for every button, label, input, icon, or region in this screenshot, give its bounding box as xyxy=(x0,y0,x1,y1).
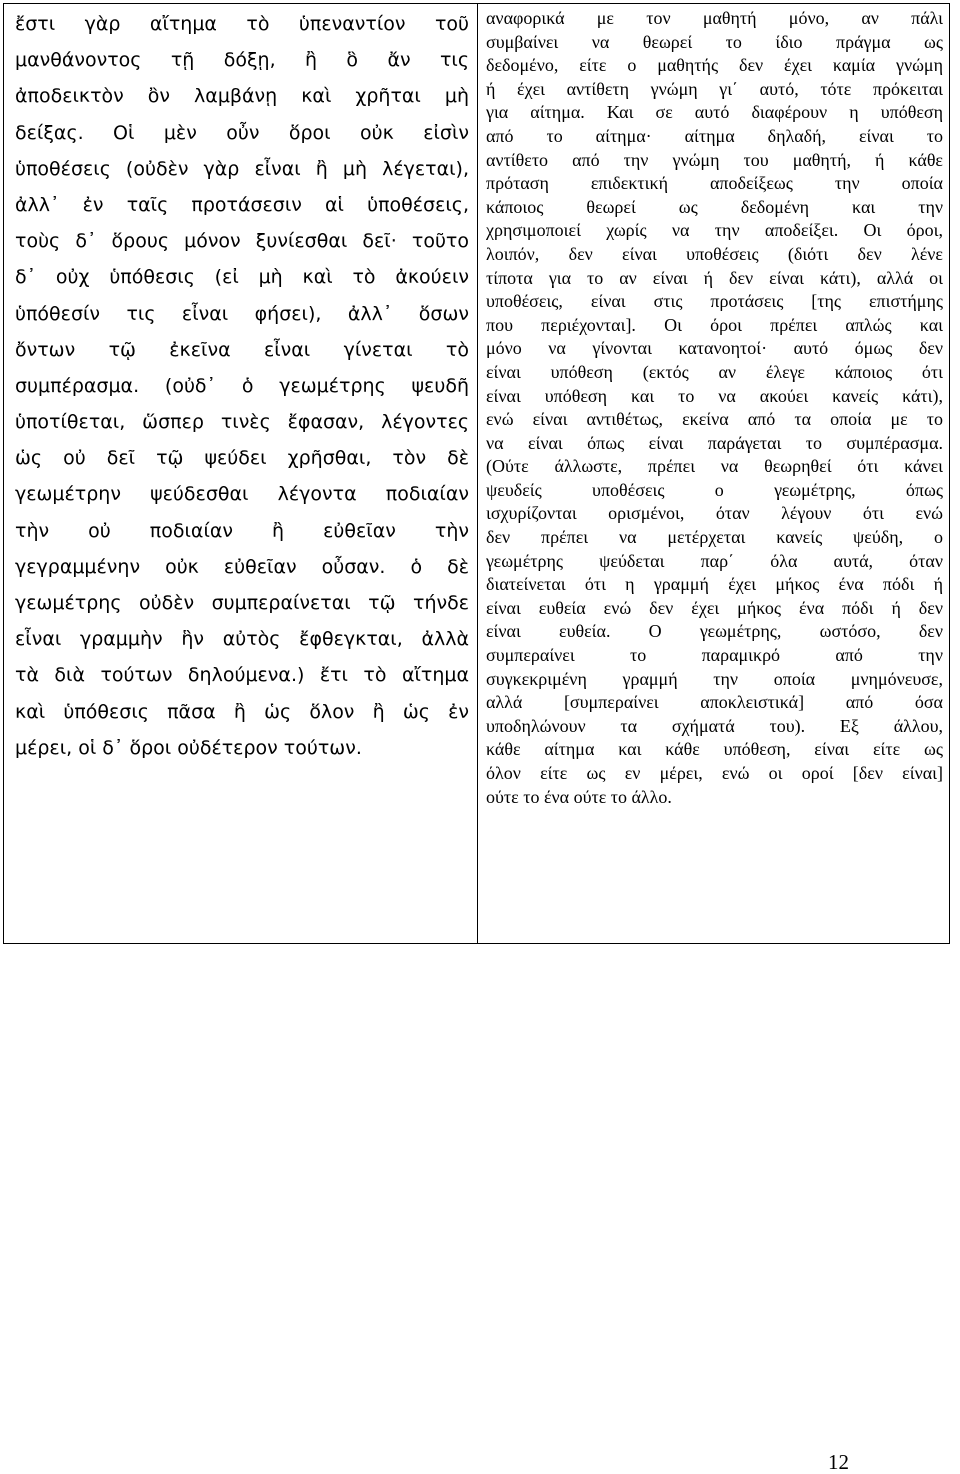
ancient-greek-line: γεγραμμένην οὐκ εὐθεῖαν οὖσαν. ὁ δὲ xyxy=(15,555,469,578)
page-number: 12 xyxy=(828,1450,849,1474)
modern-greek-line: αλλά [συμπεραίνει αποκλειστικά] από όσα xyxy=(486,692,943,713)
ancient-greek-line: ἀλλ᾽ ἐν ταῖς προτάσεσιν αἱ ὑποθέσεις, xyxy=(15,193,469,216)
modern-greek-line: λοιπόν, δεν είναι υποθέσεις (διότι δεν λένε xyxy=(486,243,943,264)
ancient-greek-line: δείξας. Οἱ μὲν οὖν ὅροι οὐκ εἰσὶν xyxy=(15,121,469,144)
modern-greek-line: δεν πρέπει να μετέρχεται κανείς ψεύδη, ο xyxy=(486,527,943,548)
ancient-greek-line: μέρει, οἱ δ᾽ ὅροι οὐδέτερον τούτων. xyxy=(15,736,362,759)
modern-greek-line: κάποιος θεωρεί ως δεδομένη και την xyxy=(486,196,943,217)
ancient-greek-line: συμπέρασμα. (οὐδ᾽ ὁ γεωμέτρης ψευδῆ xyxy=(15,374,469,397)
ancient-greek-line: τὰ διὰ τούτων δηλούμενα.) ἔτι τὸ αἴτημα xyxy=(15,664,469,687)
modern-greek-line: είναι υπόθεση (εκτός αν έλεγε κάποιος ότι xyxy=(486,361,943,382)
ancient-greek-line: ὑποθέσεις (οὐδὲν γὰρ εἶναι ἢ μὴ λέγεται), xyxy=(15,157,469,180)
ancient-greek-line: ἀποδεικτὸν ὂν λαμβάνῃ καὶ χρῆται μὴ xyxy=(15,85,469,108)
ancient-greek-line: εἶναι γραμμὴν ἣν αὐτὸς ἔφθεγκται, ἀλλὰ xyxy=(15,628,469,651)
modern-greek-line: τίποτα για το αν είναι ή δεν είναι κάτι), αλλά οι xyxy=(486,267,943,288)
modern-greek-line: πρόταση επιδεκτική αποδείξεως την οποία xyxy=(486,173,943,194)
modern-greek-line: κάθε αίτημα και κάθε υπόθεση, είναι είτε ως xyxy=(486,739,943,760)
ancient-greek-line: ἔστι γὰρ αἴτημα τὸ ὑπεναντίον τοῦ xyxy=(15,13,469,35)
modern-greek-line: δεδομένο, είτε ο μαθητής δεν έχει καμία γνώμη xyxy=(486,55,943,76)
ancient-greek-line: γεωμέτρης οὐδὲν συμπεραίνεται τῷ τήνδε xyxy=(15,592,469,614)
modern-greek-line: ή έχει αντίθετη γνώμη γι΄ αυτό, τότε πρόκειται xyxy=(486,78,943,99)
modern-greek-line: συμπεραίνει το παραμικρό από την xyxy=(486,645,943,666)
ancient-greek-line: καὶ ὑπόθεσις πᾶσα ἢ ὡς ὅλον ἢ ὡς ἐν xyxy=(15,700,469,723)
ancient-greek-line: γεωμέτρην ψεύδεσθαι λέγοντα ποδιαίαν xyxy=(15,483,469,506)
modern-greek-line: γεωμέτρης ψεύδεται παρ΄ όλα αυτά, όταν xyxy=(486,550,943,571)
modern-greek-line: να είναι όπως είναι παράγεται το συμπέρασμα. xyxy=(486,432,943,453)
modern-greek-line: ισχυρίζονται ορισμένοι, όταν λέγουν ότι ενώ xyxy=(486,503,943,524)
modern-greek-line: αναφορικά με τον μαθητή μόνο, αν πάλι xyxy=(486,8,943,28)
modern-greek-line: ενώ είναι αντιθέτως, εκείνα από τα οποία με το xyxy=(486,409,943,430)
modern-greek-line: υποθέσεις, είναι στις προτάσεις [της επιστήμης xyxy=(486,291,943,312)
modern-greek-line: είναι υπόθεση και το να ακούει κανείς κάτι), xyxy=(486,385,943,406)
ancient-greek-line: ὡς οὐ δεῖ τῷ ψεύδει χρῆσθαι, τὸν δὲ xyxy=(15,447,469,470)
ancient-greek-column xyxy=(4,4,478,943)
modern-greek-line: για αίτημα. Και σε αυτό διαφέρουν η υπόθεση xyxy=(486,102,943,123)
modern-greek-line: είναι ευθεία. Ο γεωμέτρης, ωστόσο, δεν xyxy=(486,621,943,642)
modern-greek-line: χρησιμοποιεί χωρίς να την αποδείξει. Οι όροι, xyxy=(486,220,943,241)
modern-greek-line: που περιέχονται]. Οι όροι πρέπει απλώς και xyxy=(486,314,943,335)
modern-greek-line: ούτε το ένα ούτε το άλλο. xyxy=(486,786,672,807)
bilingual-text-table xyxy=(3,3,950,944)
ancient-greek-line: μανθάνοντος τῇ δόξῃ, ἢ ὃ ἄν τις xyxy=(15,49,469,72)
modern-greek-line: αντίθετο από την γνώμη του μαθητή, ή κάθε xyxy=(486,149,943,170)
modern-greek-line: συμβαίνει να θεωρεί το ίδιο πράγμα ως xyxy=(486,31,943,52)
modern-greek-line: ψευδείς υποθέσεις ο γεωμέτρης, όπως xyxy=(486,479,943,500)
modern-greek-line: συγκεκριμένη γραμμή την οποία μνημόνευσε, xyxy=(486,668,943,689)
ancient-greek-line: δ᾽ οὐχ ὑπόθεσις (εἰ μὴ καὶ τὸ ἀκούειν xyxy=(15,266,469,289)
modern-greek-column xyxy=(478,4,949,943)
ancient-greek-line: ὑπόθεσίν τις εἶναι φήσει), ἀλλ᾽ ὅσων xyxy=(15,302,469,325)
modern-greek-line: διατείνεται ότι η γραμμή έχει μήκος ένα πόδι ή xyxy=(486,574,943,595)
modern-greek-line: είναι ευθεία ενώ δεν έχει μήκος ένα πόδι ή δεν xyxy=(486,597,943,618)
ancient-greek-line: ὑποτίθεται, ὥσπερ τινὲς ἔφασαν, λέγοντες xyxy=(15,411,469,434)
modern-greek-line: (Ούτε άλλωστε, πρέπει να θεωρηθεί ότι κάνει xyxy=(486,456,943,477)
modern-greek-line: υποδηλώνουν τα σχήματά του). Εξ άλλου, xyxy=(486,715,943,736)
ancient-greek-line: τοὺς δ᾽ ὅρους μόνον ξυνίεσθαι δεῖ· τοῦτο xyxy=(15,230,469,253)
modern-greek-line: από το αίτημα· αίτημα δηλαδή, είναι το xyxy=(486,125,943,146)
modern-greek-line: όλον είτε ως εν μέρει, ενώ οι οροί [δεν είναι] xyxy=(486,763,943,783)
ancient-greek-line: τὴν οὐ ποδιαίαν ἢ εὐθεῖαν τὴν xyxy=(15,519,469,542)
modern-greek-line: μόνο να γίνονται κατανοητοί· αυτό όμως δεν xyxy=(486,338,943,359)
ancient-greek-line: ὄντων τῷ ἐκεῖνα εἶναι γίνεται τὸ xyxy=(15,338,469,361)
